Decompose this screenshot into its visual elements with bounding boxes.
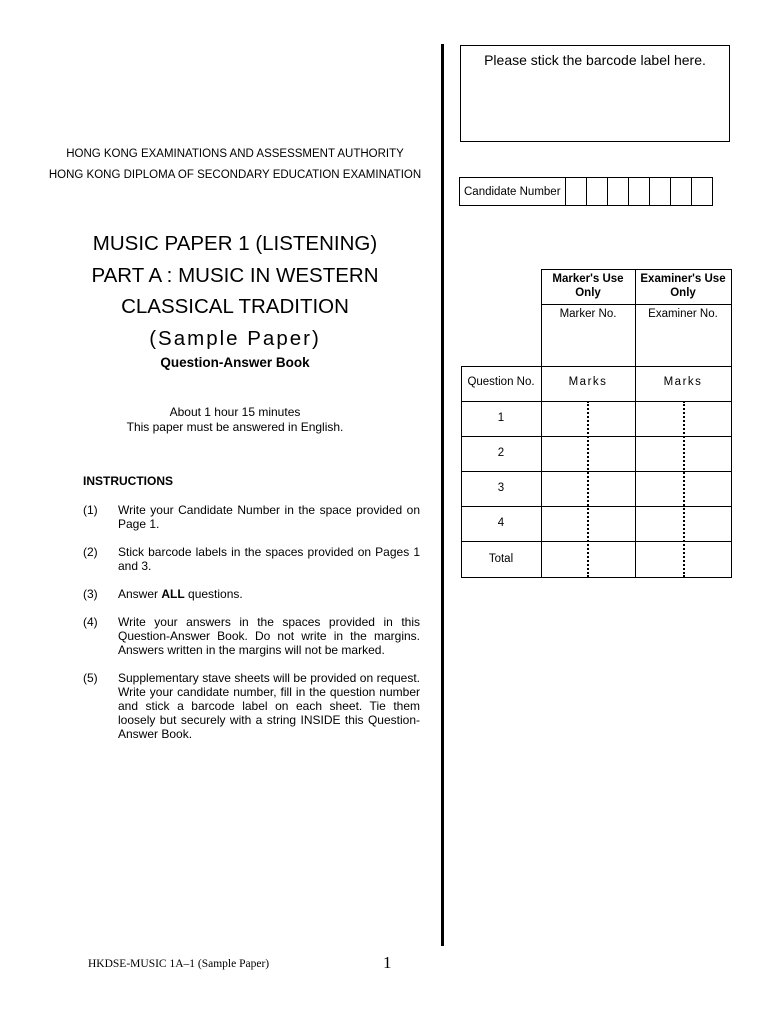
dotted-separator	[587, 401, 589, 577]
candidate-digit-box[interactable]	[628, 178, 649, 206]
total-label: Total	[488, 553, 514, 565]
instruction-text	[118, 587, 420, 601]
exam-name: HONG KONG DIPLOMA OF SECONDARY EDUCATION EXAMINATION	[48, 169, 422, 181]
examiners-use-header: Examiner's Use Only	[640, 273, 726, 299]
question-number: 3	[497, 482, 505, 494]
instruction-text: Write your Candidate Number in the space provided on Page 1.	[118, 503, 420, 531]
instruction-item	[83, 503, 420, 531]
table-rule	[461, 577, 732, 578]
book-title: Question-Answer Book	[160, 355, 310, 370]
title-line-3: CLASSICAL TRADITION	[121, 295, 349, 318]
barcode-instruction: Please stick the barcode label here.	[484, 52, 706, 68]
dotted-separator	[683, 401, 685, 577]
instruction-number: (3)	[83, 587, 98, 601]
instruction-emphasis: ALL	[161, 587, 185, 601]
title-line-4: (Sample Paper)	[149, 326, 321, 350]
language-note: This paper must be answered in English.	[126, 420, 344, 434]
table-rule	[461, 366, 462, 578]
duration-block	[40, 405, 430, 435]
table-rule	[461, 366, 732, 367]
instruction-text-part: questions.	[184, 587, 243, 601]
instruction-number: (1)	[83, 503, 98, 517]
table-rule	[541, 269, 732, 270]
instruction-text: Write your answers in the spaces provided in this Question-Answer Book. Do not write in the margins. Answers written in the margins will not be marked.	[118, 615, 420, 657]
instructions-heading: INSTRUCTIONS	[83, 474, 173, 488]
duration-text: About 1 hour 15 minutes	[169, 405, 301, 419]
marks-table	[461, 269, 732, 578]
markers-use-header: Marker's Use Only	[552, 273, 624, 299]
paper-title	[40, 228, 430, 354]
question-number: 1	[497, 412, 505, 424]
candidate-digit-box[interactable]	[586, 178, 607, 206]
marks-header-marker: Marks	[568, 376, 608, 388]
marks-header-examiner: Marks	[663, 376, 703, 388]
instruction-item	[83, 545, 420, 573]
footer-code: HKDSE-MUSIC 1A–1 (Sample Paper)	[88, 958, 270, 970]
question-no-header: Question No.	[467, 376, 535, 388]
page-divider-line	[441, 44, 444, 946]
instruction-item	[83, 671, 420, 741]
table-rule	[731, 269, 732, 578]
instruction-item	[83, 615, 420, 657]
authority-name: HONG KONG EXAMINATIONS AND ASSESSMENT AUTHORITY	[66, 148, 404, 160]
instruction-text-part: Answer	[118, 587, 162, 601]
candidate-digit-box[interactable]	[565, 178, 586, 206]
candidate-digit-box[interactable]	[670, 178, 691, 206]
table-rule	[461, 506, 732, 507]
table-rule	[461, 436, 732, 437]
instruction-text: Stick barcode labels in the spaces provided on Pages 1 and 3.	[118, 545, 420, 573]
question-number: 4	[497, 517, 505, 529]
instruction-item	[83, 587, 420, 601]
candidate-digit-box[interactable]	[649, 178, 670, 206]
instruction-number: (4)	[83, 615, 98, 629]
candidate-digit-box[interactable]	[607, 178, 628, 206]
page-number: 1	[383, 953, 392, 972]
barcode-label-box	[460, 45, 730, 142]
table-rule	[461, 541, 732, 542]
instruction-number: (5)	[83, 671, 98, 685]
candidate-number-label: Candidate Number	[460, 178, 566, 206]
examiner-no-label: Examiner No.	[648, 308, 718, 320]
instruction-text: Supplementary stave sheets will be provided on request. Write your candidate number, fill in the question number and stick a barcode label on each sheet. Tie them loosely but securely with a string INSIDE this Question-Answer Book.	[118, 671, 420, 741]
exam-header	[40, 144, 430, 186]
title-line-1: MUSIC PAPER 1 (LISTENING)	[92, 232, 378, 255]
candidate-number-table	[459, 177, 713, 206]
instruction-number: (2)	[83, 545, 98, 559]
marker-no-label: Marker No.	[559, 308, 617, 320]
title-line-2: PART A : MUSIC IN WESTERN	[91, 263, 379, 287]
table-rule	[541, 304, 732, 305]
table-rule	[461, 401, 732, 402]
table-rule	[461, 471, 732, 472]
candidate-digit-box[interactable]	[691, 178, 712, 206]
question-number: 2	[497, 447, 505, 459]
